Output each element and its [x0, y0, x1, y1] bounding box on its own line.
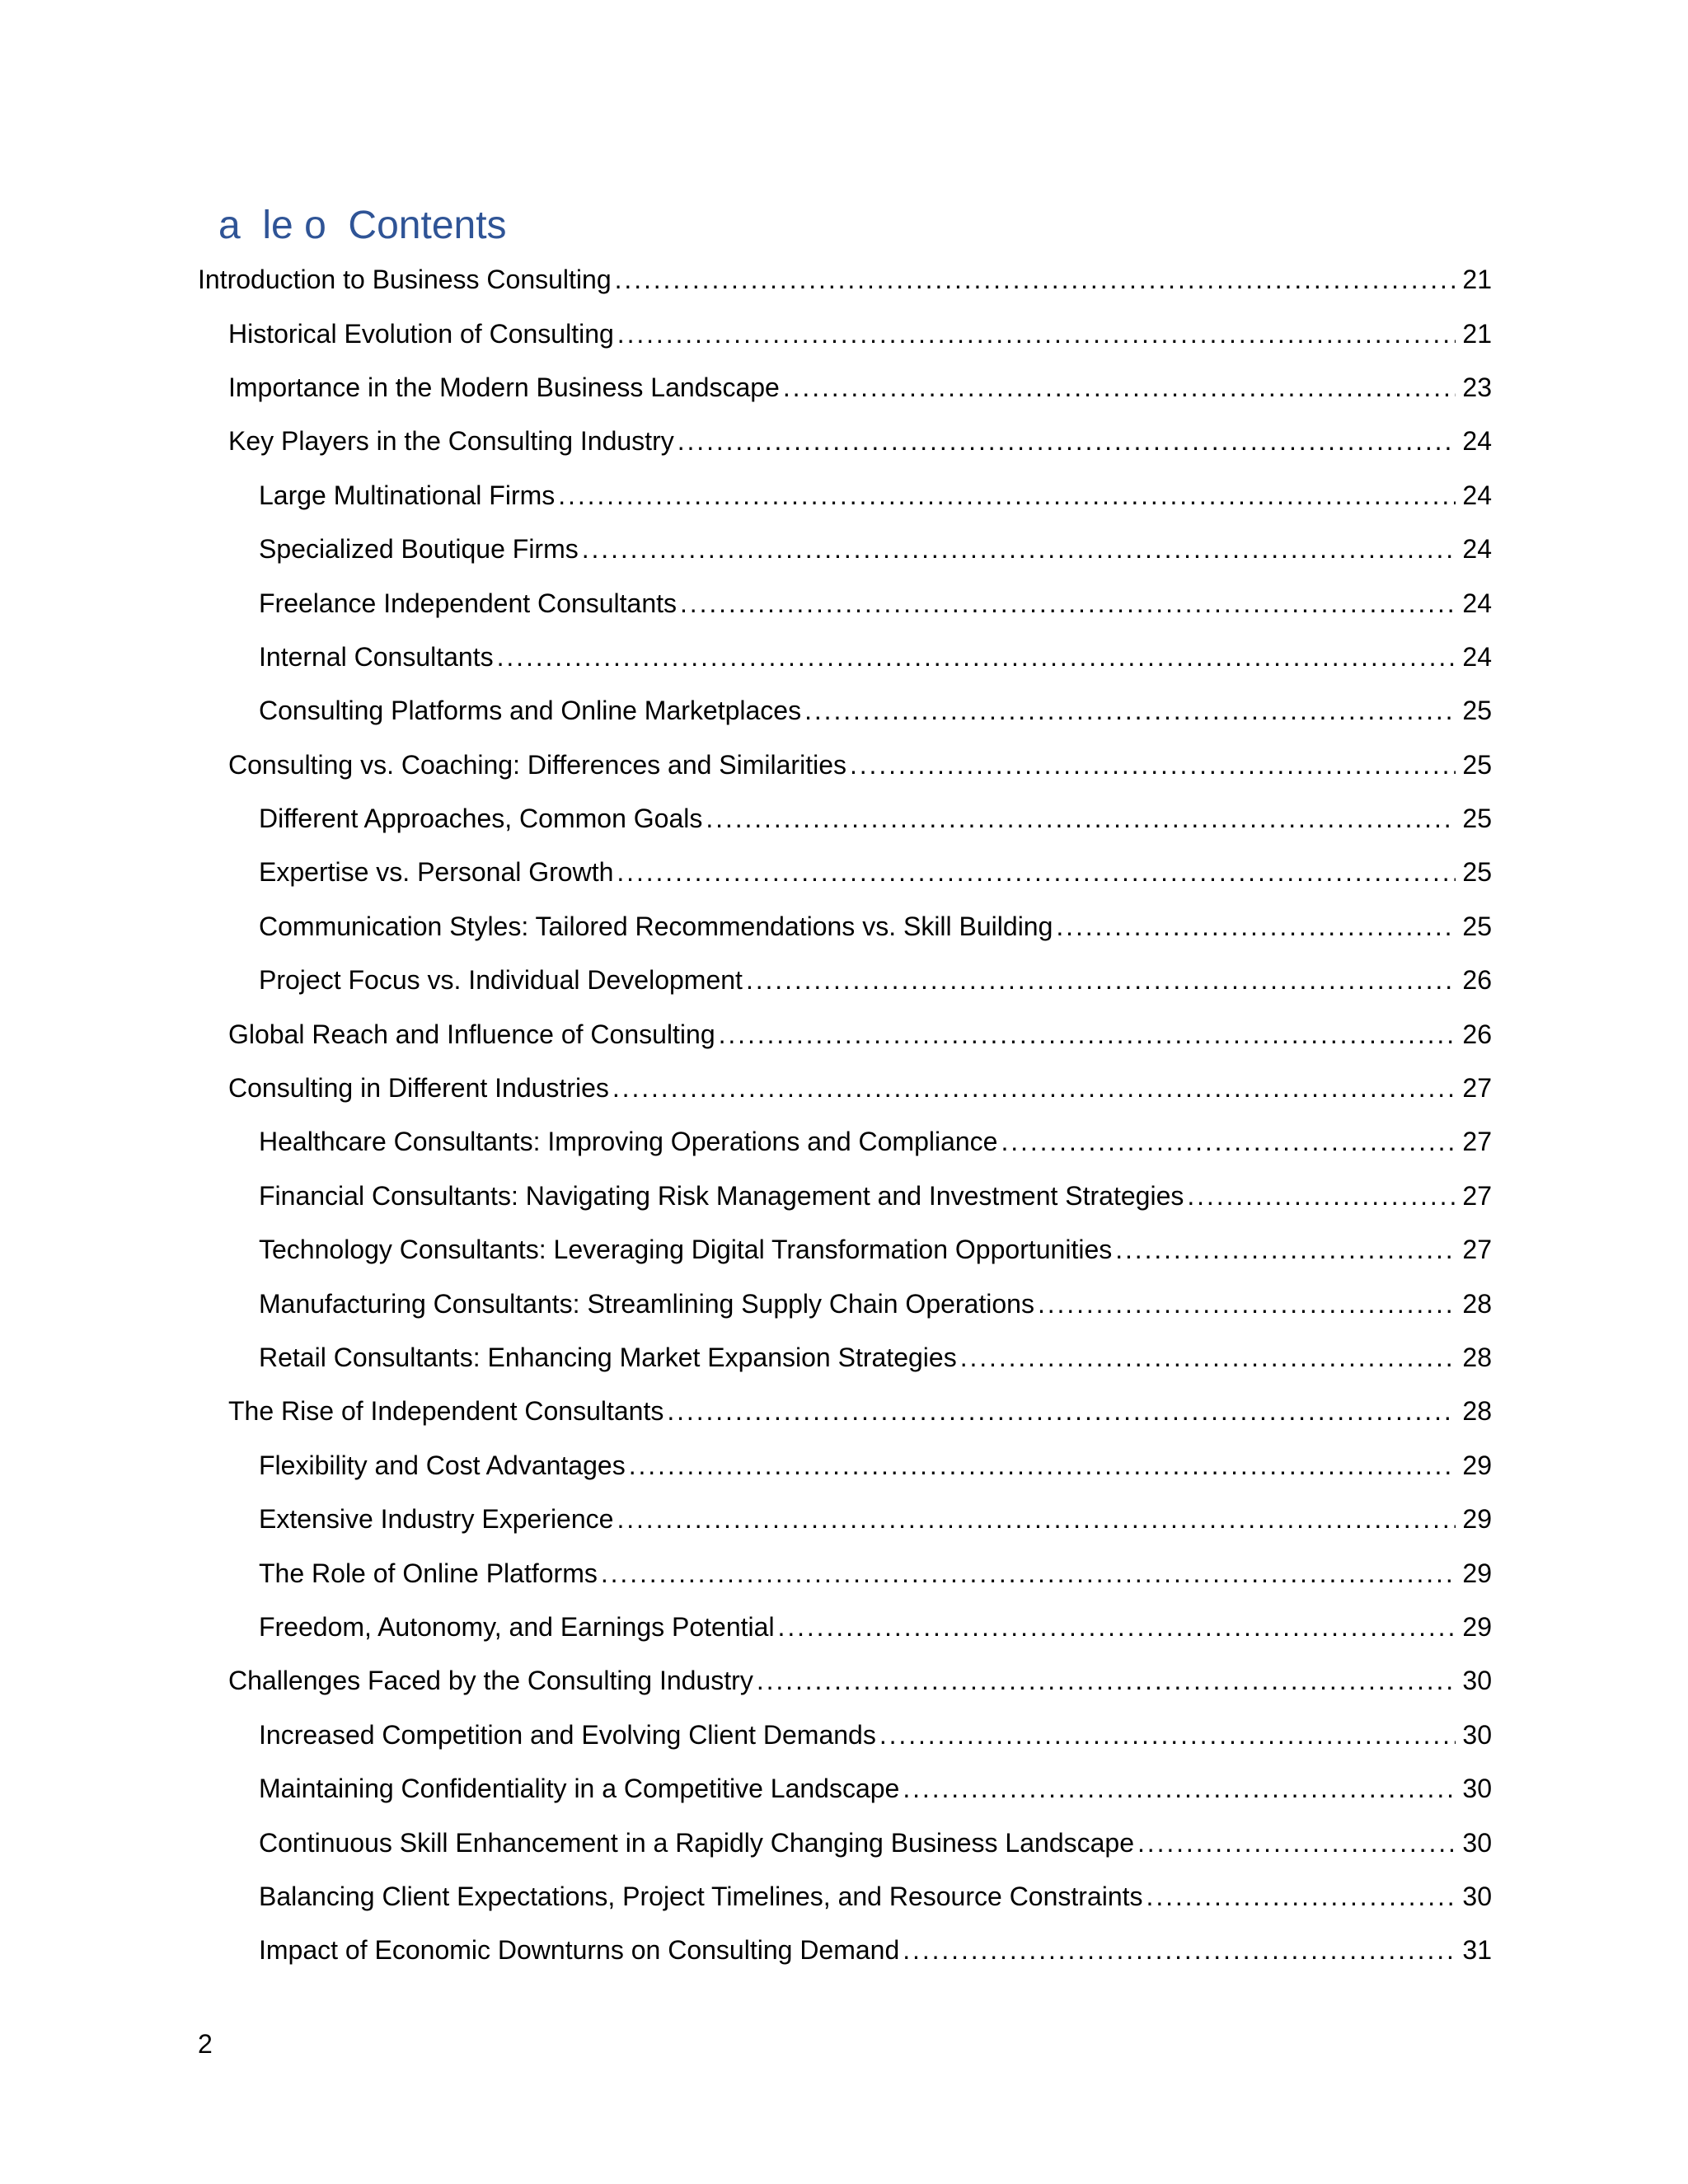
toc-entry-label: Challenges Faced by the Consulting Industry — [228, 1666, 753, 1696]
toc-entry[interactable] — [198, 846, 1492, 899]
toc-dot-leader — [1038, 1289, 1456, 1319]
toc-dot-leader — [903, 1774, 1456, 1804]
toc-entry[interactable] — [198, 469, 1492, 523]
toc-entry-page-number: 25 — [1462, 804, 1492, 834]
toc-entry-page-number: 29 — [1462, 1450, 1492, 1480]
toc-entry-label: Increased Competition and Evolving Client Demands — [259, 1719, 876, 1750]
toc-entry-page-number: 28 — [1462, 1343, 1492, 1372]
page-number: 2 — [198, 2029, 213, 2059]
toc-entry-label: Consulting Platforms and Online Marketplaces — [259, 696, 802, 726]
toc-entry-label: Technology Consultants: Leveraging Digital Transformation Opportunities — [259, 1235, 1113, 1265]
toc-entry-page-number: 29 — [1462, 1558, 1492, 1588]
toc-entry-label: Manufacturing Consultants: Streamlining Supply Chain Operations — [259, 1288, 1034, 1319]
toc-entry[interactable] — [198, 1169, 1492, 1223]
toc-dot-leader — [1001, 1127, 1456, 1157]
toc-list — [198, 253, 1492, 1978]
toc-entry[interactable] — [198, 1007, 1492, 1061]
toc-entry-label: Continuous Skill Enhancement in a Rapidly Changing Business Landscape — [259, 1827, 1134, 1858]
toc-entry[interactable] — [198, 1816, 1492, 1869]
toc-dot-leader — [757, 1666, 1456, 1696]
toc-entry-label: Impact of Economic Downturns on Consulting Demand — [259, 1935, 900, 1966]
toc-entry-label: Consulting vs. Coaching: Differences and Similarities — [228, 749, 846, 780]
toc-dot-leader — [601, 1558, 1456, 1589]
toc-entry-page-number: 31 — [1462, 1935, 1492, 1966]
toc-entry-page-number: 25 — [1462, 911, 1492, 941]
toc-entry-label: Communication Styles: Tailored Recommendations vs. Skill Building — [259, 911, 1053, 941]
toc-entry[interactable] — [198, 1062, 1492, 1115]
toc-dot-leader — [1137, 1828, 1456, 1858]
toc-entry-page-number: 26 — [1462, 965, 1492, 996]
toc-entry[interactable] — [198, 1870, 1492, 1924]
toc-dot-leader — [719, 1019, 1456, 1050]
toc-dot-leader — [680, 588, 1456, 619]
toc-entry[interactable] — [198, 954, 1492, 1007]
toc-dot-leader — [783, 373, 1456, 403]
toc-dot-leader — [558, 480, 1456, 511]
toc-dot-leader — [778, 1612, 1456, 1643]
toc-entry-label: Balancing Client Expectations, Project Timelines, and Resource Constraints — [259, 1881, 1143, 1911]
toc-entry-page-number: 21 — [1462, 265, 1492, 295]
toc-entry[interactable] — [198, 900, 1492, 954]
toc-entry-label: The Rise of Independent Consultants — [228, 1396, 664, 1427]
toc-dot-leader — [629, 1451, 1456, 1481]
toc-entry[interactable] — [198, 1708, 1492, 1762]
toc-entry[interactable] — [198, 415, 1492, 468]
toc-dot-leader — [903, 1935, 1456, 1966]
toc-entry-page-number: 25 — [1462, 749, 1492, 780]
toc-entry-label: Healthcare Consultants: Improving Operations and Compliance — [259, 1127, 998, 1157]
toc-entry-label: Global Reach and Influence of Consulting — [228, 1019, 715, 1049]
toc-entry-label: Specialized Boutique Firms — [259, 534, 579, 565]
toc-dot-leader — [1146, 1882, 1456, 1912]
toc-entry-page-number: 24 — [1462, 426, 1492, 457]
toc-entry[interactable] — [198, 1546, 1492, 1600]
toc-entry[interactable] — [198, 1601, 1492, 1654]
toc-entry-page-number: 27 — [1462, 1235, 1492, 1265]
toc-entry-label: Extensive Industry Experience — [259, 1504, 614, 1535]
toc-dot-leader — [612, 1073, 1456, 1104]
toc-entry-page-number: 21 — [1462, 318, 1492, 349]
toc-entry[interactable] — [198, 361, 1492, 415]
toc-entry[interactable] — [198, 1385, 1492, 1438]
toc-dot-leader — [615, 265, 1456, 295]
toc-entry-page-number: 24 — [1462, 588, 1492, 618]
toc-dot-leader — [497, 642, 1456, 673]
toc-entry-page-number: 30 — [1462, 1774, 1492, 1804]
toc-dot-leader — [850, 750, 1456, 780]
toc-entry-page-number: 25 — [1462, 696, 1492, 726]
toc-entry-label: Importance in the Modern Business Landscape — [228, 372, 780, 402]
toc-dot-leader — [879, 1720, 1456, 1750]
toc-dot-leader — [617, 1504, 1456, 1535]
toc-dot-leader — [617, 857, 1456, 888]
toc-dot-leader — [960, 1343, 1456, 1373]
toc-heading: a le o Contents — [218, 204, 507, 247]
toc-dot-leader — [746, 965, 1456, 996]
toc-entry-label: Freelance Independent Consultants — [259, 588, 678, 618]
toc-entry-label: Different Approaches, Common Goals — [259, 804, 703, 834]
toc-entry[interactable] — [198, 1924, 1492, 1977]
toc-dot-leader — [617, 319, 1456, 349]
toc-entry[interactable] — [198, 1762, 1492, 1816]
toc-entry[interactable] — [198, 1115, 1492, 1169]
toc-entry-label: Project Focus vs. Individual Development — [259, 965, 743, 996]
toc-entry-label: The Role of Online Platforms — [259, 1558, 598, 1588]
toc-entry[interactable] — [198, 1439, 1492, 1493]
toc-entry-label: Financial Consultants: Navigating Risk Management and Investment Strategies — [259, 1180, 1184, 1211]
toc-entry[interactable] — [198, 792, 1492, 846]
toc-entry-page-number: 24 — [1462, 534, 1492, 565]
toc-dot-leader — [667, 1396, 1456, 1427]
toc-entry-page-number: 23 — [1462, 372, 1492, 402]
toc-entry[interactable] — [198, 307, 1492, 360]
toc-entry-label: Retail Consultants: Enhancing Market Expansion Strategies — [259, 1343, 957, 1372]
toc-entry-page-number: 30 — [1462, 1881, 1492, 1911]
toc-entry-page-number: 27 — [1462, 1073, 1492, 1104]
toc-entry-page-number: 28 — [1462, 1288, 1492, 1319]
toc-dot-leader — [582, 534, 1456, 565]
toc-entry-label: Internal Consultants — [259, 641, 494, 672]
toc-entry-label: Introduction to Business Consulting — [198, 265, 612, 295]
toc-entry-page-number: 24 — [1462, 641, 1492, 672]
toc-entry-page-number: 26 — [1462, 1019, 1492, 1049]
toc-entry-page-number: 29 — [1462, 1504, 1492, 1535]
toc-entry[interactable] — [198, 1493, 1492, 1546]
toc-dot-leader — [706, 804, 1456, 834]
toc-entry-label: Key Players in the Consulting Industry — [228, 426, 674, 457]
toc-entry-page-number: 28 — [1462, 1396, 1492, 1427]
toc-entry[interactable] — [198, 1277, 1492, 1330]
toc-dot-leader — [1187, 1181, 1456, 1212]
toc-entry-page-number: 30 — [1462, 1719, 1492, 1750]
toc-entry-label: Expertise vs. Personal Growth — [259, 857, 614, 888]
toc-entry-page-number: 29 — [1462, 1611, 1492, 1642]
toc-dot-leader — [1056, 912, 1456, 942]
toc-entry[interactable] — [198, 1654, 1492, 1708]
toc-dot-leader — [1115, 1235, 1456, 1265]
toc-entry-label: Consulting in Different Industries — [228, 1073, 609, 1104]
toc-entry-page-number: 30 — [1462, 1827, 1492, 1858]
toc-entry-label: Freedom, Autonomy, and Earnings Potential — [259, 1611, 775, 1642]
toc-entry-label: Historical Evolution of Consulting — [228, 318, 614, 349]
toc-entry[interactable] — [198, 576, 1492, 630]
toc-entry[interactable] — [198, 1331, 1492, 1385]
toc-entry[interactable] — [198, 738, 1492, 792]
toc-entry-page-number: 30 — [1462, 1666, 1492, 1696]
toc-entry-page-number: 27 — [1462, 1180, 1492, 1211]
toc-entry[interactable] — [198, 253, 1492, 307]
toc-entry[interactable] — [198, 523, 1492, 576]
toc-dot-leader — [678, 426, 1456, 457]
toc-entry-label: Large Multinational Firms — [259, 480, 556, 510]
toc-entry[interactable] — [198, 630, 1492, 684]
toc-entry[interactable] — [198, 1223, 1492, 1277]
toc-dot-leader — [804, 696, 1456, 726]
toc-entry[interactable] — [198, 684, 1492, 738]
toc-entry-page-number: 24 — [1462, 480, 1492, 510]
toc-entry-page-number: 27 — [1462, 1127, 1492, 1157]
toc-entry-label: Flexibility and Cost Advantages — [259, 1450, 626, 1480]
toc-entry-page-number: 25 — [1462, 857, 1492, 888]
toc-entry-label: Maintaining Confidentiality in a Competitive Landscape — [259, 1774, 900, 1804]
